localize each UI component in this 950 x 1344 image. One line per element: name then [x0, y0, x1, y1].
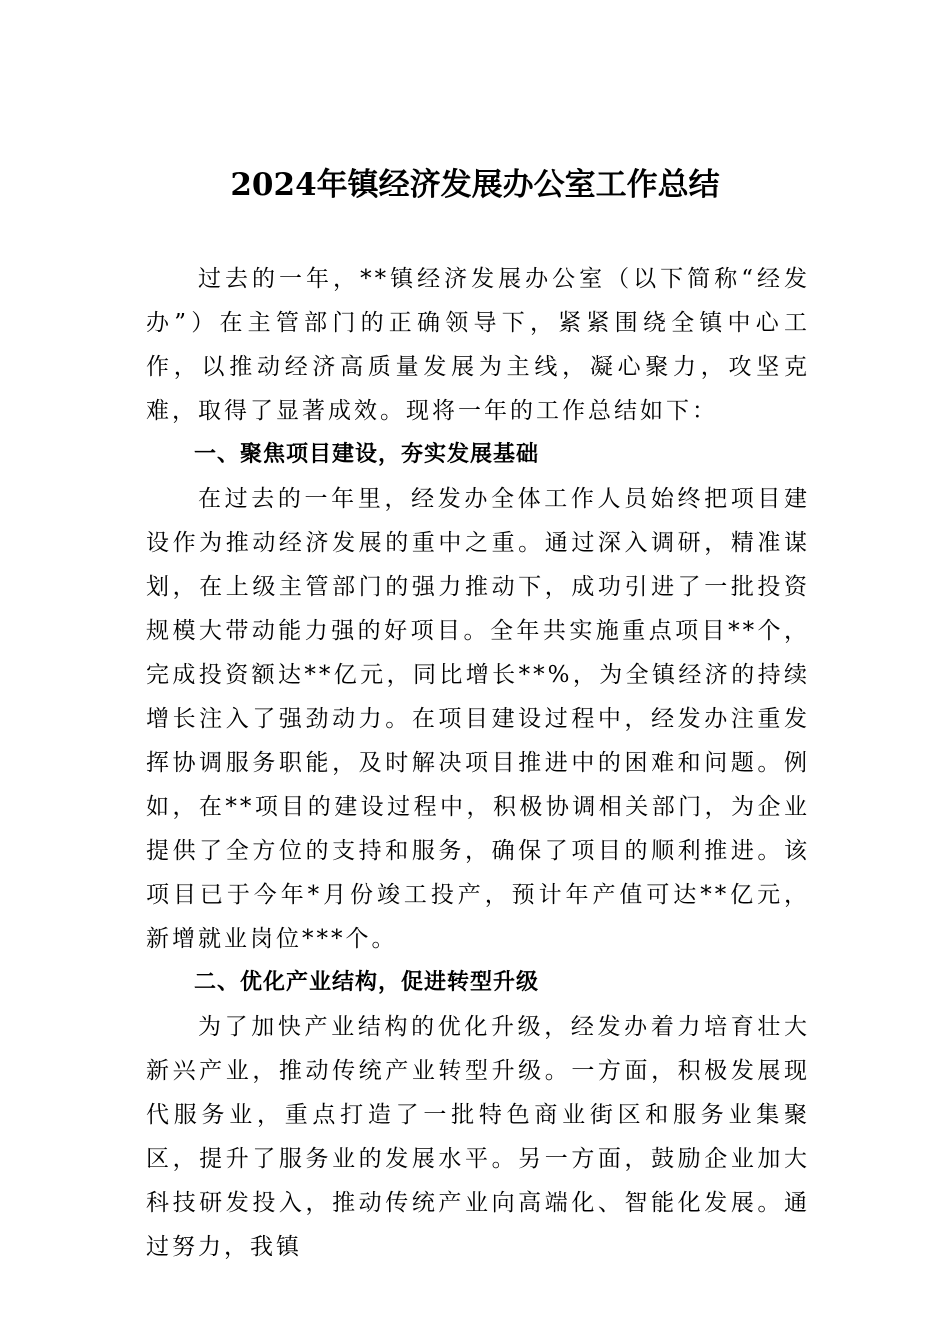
intro-paragraph: 过去的一年，**镇经济发展办公室（以下简称“经发办”）在主管部门的正确领导下，紧紧围绕全镇中心工作，以推动经济高质量发展为主线，凝心聚力，攻坚克难，取得了显著成效。现将一年的工作总结如下：: [146, 266, 810, 424]
section-1-heading: 一、聚焦项目建设，夯实发展基础: [194, 442, 540, 467]
section-2-heading: 二、优化产业结构，促进转型升级: [194, 970, 540, 995]
section-2-paragraph: 为了加快产业结构的优化升级，经发办着力培育壮大新兴产业，推动传统产业转型升级。一方面，积极发展现代服务业，重点打造了一批特色商业街区和服务业集聚区，提升了服务业的发展水平。另一方面，鼓励企业加大科技研发投入，推动传统产业向高端化、智能化发展。通过努力，我镇: [146, 1014, 810, 1260]
document-body: [146, 257, 810, 1269]
section-1-paragraph: 在过去的一年里，经发办全体工作人员始终把项目建设作为推动经济发展的重中之重。通过深入调研，精准谋划，在上级主管部门的强力推动下，成功引进了一批投资规模大带动能力强的好项目。全年共实施重点项目**个，完成投资额达**亿元，同比增长**%，为全镇经济的持续增长注入了强劲动力。在项目建设过程中，经发办注重发挥协调服务职能，及时解决项目推进中的困难和问题。例如，在**项目的建设过程中，积极协调相关部门，为企业提供了全方位的支持和服务，确保了项目的顺利推进。该项目已于今年*月份竣工投产，预计年产值可达**亿元，新增就业岗位***个。: [146, 486, 810, 952]
document-title: 2024年镇经济发展办公室工作总结: [230, 167, 720, 203]
